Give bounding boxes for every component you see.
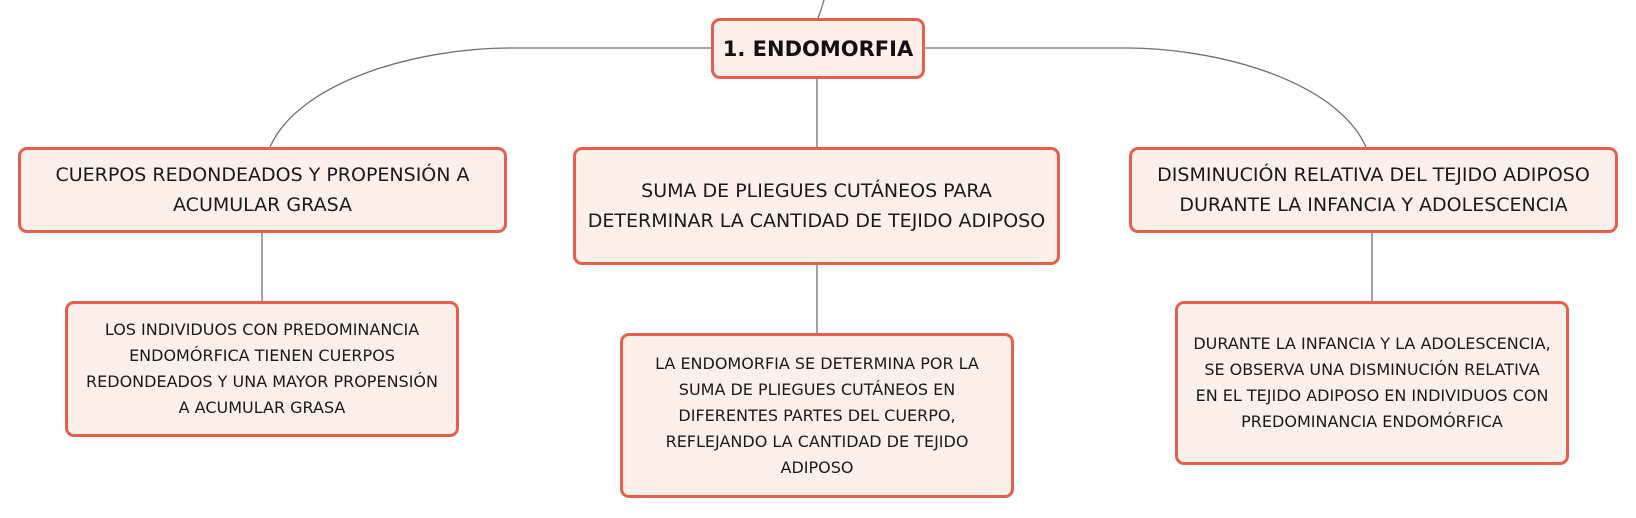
branch-node-label: DISMINUCIÓN RELATIVA DEL TEJIDO ADIPOSO DURANTE LA INFANCIA Y ADOLESCENCIA bbox=[1157, 164, 1590, 216]
leaf-node-label: DURANTE LA INFANCIA Y LA ADOLESCENCIA, SE OBSERVA UNA DISMINUCIÓN RELATIVA EN EL TEJIDO ADIPOSO EN INDIVIDUOS CON PREDOMINANCIA ENDOMÓRFICA bbox=[1193, 334, 1551, 431]
root-node[interactable] bbox=[711, 18, 925, 79]
branch-node-rounded-bodies[interactable] bbox=[18, 147, 507, 233]
branch-node-skinfold-sum[interactable] bbox=[573, 147, 1060, 265]
connector-parent-to-root bbox=[818, 0, 824, 18]
leaf-node-skinfold-sum-detail[interactable] bbox=[620, 333, 1014, 498]
branch-node-adipose-decrease[interactable] bbox=[1129, 147, 1618, 233]
connector-root-to-branch-3 bbox=[925, 48, 1366, 147]
leaf-node-rounded-bodies-detail[interactable] bbox=[65, 301, 459, 437]
root-node-label: 1. ENDOMORFIA bbox=[722, 36, 914, 61]
leaf-node-label: LA ENDOMORFIA SE DETERMINA POR LA SUMA DE PLIEGUES CUTÁNEOS EN DIFERENTES PARTES DEL CUERPO, REFLEJANDO LA CANTIDAD DE TEJIDO ADIPOSO bbox=[655, 353, 979, 477]
leaf-node-adipose-decrease-detail[interactable] bbox=[1175, 301, 1569, 465]
leaf-node-label: LOS INDIVIDUOS CON PREDOMINANCIA ENDOMÓRFICA TIENEN CUERPOS REDONDEADOS Y UNA MAYOR PROPENSIÓN A ACUMULAR GRASA bbox=[86, 320, 438, 417]
branch-node-label: SUMA DE PLIEGUES CUTÁNEOS PARA DETERMINAR LA CANTIDAD DE TEJIDO ADIPOSO bbox=[587, 180, 1046, 232]
connector-root-to-branch-1 bbox=[270, 48, 711, 147]
branch-node-label: CUERPOS REDONDEADOS Y PROPENSIÓN A ACUMULAR GRASA bbox=[55, 164, 470, 216]
